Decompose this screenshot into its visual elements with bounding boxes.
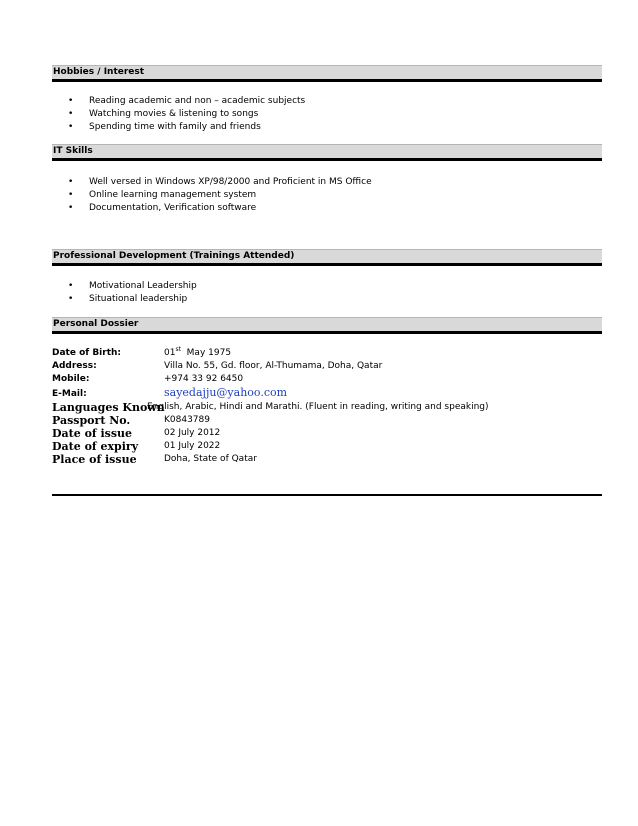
section-header-hobbies [52,65,602,79]
prof-dev-list [52,280,197,306]
section-title: Hobbies / Interest [53,67,145,77]
passport-value: K0843789 [164,415,210,425]
languages-value: English, Arabic, Hindi and Marathi. (Fluent in reading, writing and speaking) [147,402,489,412]
address-row [52,360,602,373]
bullet-icon: • [68,190,74,200]
section-title: IT Skills [53,146,93,156]
section-rule [52,158,602,161]
section-rule [52,331,602,334]
mobile-label: Mobile: [52,374,90,384]
issue-label: Date of issue [52,427,133,440]
dob-value: 01st May 1975 [164,346,232,358]
section-title: Professional Development (Trainings Attended) [53,251,295,261]
list-item: • Situational leadership [68,294,188,304]
email-row [52,386,602,401]
dob-label: Date of Birth: [52,348,122,358]
bullet-icon: • [68,96,74,106]
email-value [164,386,287,401]
mobile-value: +974 33 92 6450 [164,374,244,384]
section-rule [52,79,602,82]
passport-label: Passport No. [52,414,131,427]
list-item: • Online learning management system [68,190,257,200]
list-item: • Documentation, Verification software [68,203,257,213]
expiry-label: Date of expiry [52,440,139,453]
address-label: Address: [52,361,97,371]
bullet-icon: • [68,203,74,213]
place-row [52,453,602,466]
dob-row [52,347,602,360]
list-item: • Motivational Leadership [68,281,197,291]
list-item: • Well versed in Windows XP/98/2000 and Proficient in MS Office [68,177,372,187]
bullet-icon: • [68,177,74,187]
section-header-prof-dev [52,249,602,263]
bullet-icon: • [68,281,74,291]
section-header-dossier [52,317,602,331]
section-title: Personal Dossier [53,319,139,329]
section-rule [52,263,602,266]
place-value: Doha, State of Qatar [164,454,257,464]
section-header-it-skills [52,144,602,158]
bullet-icon: • [68,294,74,304]
it-skills-list [52,176,372,215]
expiry-value: 01 July 2022 [164,441,221,451]
passport-row [52,414,602,427]
languages-label: Languages Known [52,401,165,414]
list-item: • Watching movies & listening to songs [68,109,259,119]
email-link[interactable]: sayedajju@yahoo.com [164,386,288,399]
hobbies-list [52,95,305,134]
mobile-row [52,373,602,386]
address-value: Villa No. 55, Gd. floor, Al-Thumama, Doha, Qatar [164,361,383,371]
list-item: • Reading academic and non – academic subjects [68,96,306,106]
bullet-icon: • [68,109,74,119]
expiry-row [52,440,602,453]
place-label: Place of issue [52,453,137,466]
issue-row [52,427,602,440]
list-item: • Spending time with family and friends [68,122,261,132]
languages-row [52,401,602,414]
bottom-rule [52,494,602,496]
bullet-icon: • [68,122,74,132]
issue-value: 02 July 2012 [164,428,221,438]
email-label: E-Mail: [52,389,87,399]
